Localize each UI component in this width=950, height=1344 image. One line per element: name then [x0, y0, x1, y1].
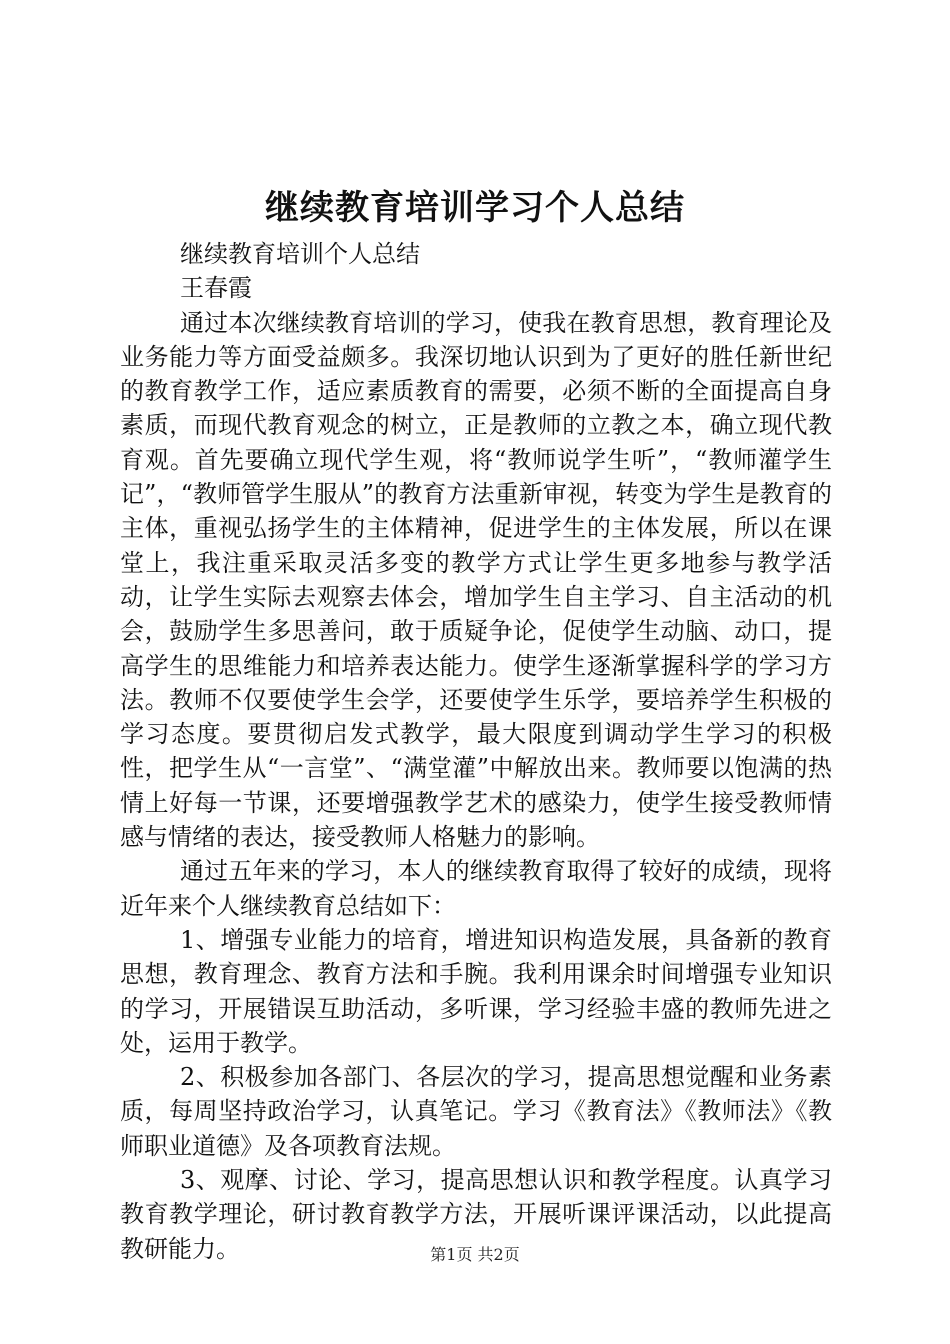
document-body — [120, 237, 832, 1266]
paragraph-summary-lead: 通过五年来的学习，本人的继续教育取得了较好的成绩，现将近年来个人继续教育总结如下： — [120, 857, 832, 920]
document-title: 继续教育培训学习个人总结 — [265, 188, 685, 228]
paragraph-point-3: 3、观摩、讨论、学习，提高思想认识和教学程度。认真学习教育教学理论，研讨教育教学方法，开展听课评课活动，以此提高教研能力。 — [120, 1166, 832, 1263]
document-subtitle: 继续教育培训个人总结 — [180, 240, 420, 268]
paragraph-point-1: 1、增强专业能力的培育，增进知识构造发展，具备新的教育思想，教育理念、教育方法和手腕。我利用课余时间增强专业知识的学习，开展错误互助活动，多听课，学习经验丰盛的教师先进之处，运用于教学。 — [120, 925, 832, 1057]
paragraph-point-2: 2、积极参加各部门、各层次的学习，提高思想觉醒和业务素质，每周坚持政治学习，认真笔记。学习《教育法》《教师法》《教师职业道德》及各项教育法规。 — [120, 1063, 832, 1160]
paragraph-intro: 通过本次继续教育培训的学习，使我在教育思想，教育理论及业务能力等方面受益颇多。我深切地认识到为了更好的胜任新世纪的教育教学工作，适应素质教育的需要，必须不断的全面提高自身素质，而现代教育观念的树立，正是教师的立教之本，确立现代教育观。首先要确立现代学生观，将“教师说学生听”，“教师灌学生记”，“教师管学生服从”的教育方法重新审视，转变为学生是教育的主体，重视弘扬学生的主体精神，促进学生的主体发展，所以在课堂上，我注重采取灵活多变的教学方式让学生更多地参与教学活动，让学生实际去观察去体会，增加学生自主学习、自主活动的机会，鼓励学生多思善问，敢于质疑争论，促使学生动脑、动口，提高学生的思维能力和培养表达能力。使学生逐渐掌握科学的学习方法。教师不仅要使学生会学，还要使学生乐学，要培养学生积极的学习态度。要贯彻启发式教学，最大限度到调动学生学习的积极性，把学生从“一言堂”、“满堂灌”中解放出来。教师要以饱满的热情上好每一节课，还要增强教学艺术的感染力，使学生接受教师情感与情绪的表达，接受教师人格魅力的影响。 — [120, 308, 832, 852]
page-number-footer: 第1页 共2页 — [430, 1245, 520, 1264]
document-author: 王春霞 — [180, 274, 252, 303]
